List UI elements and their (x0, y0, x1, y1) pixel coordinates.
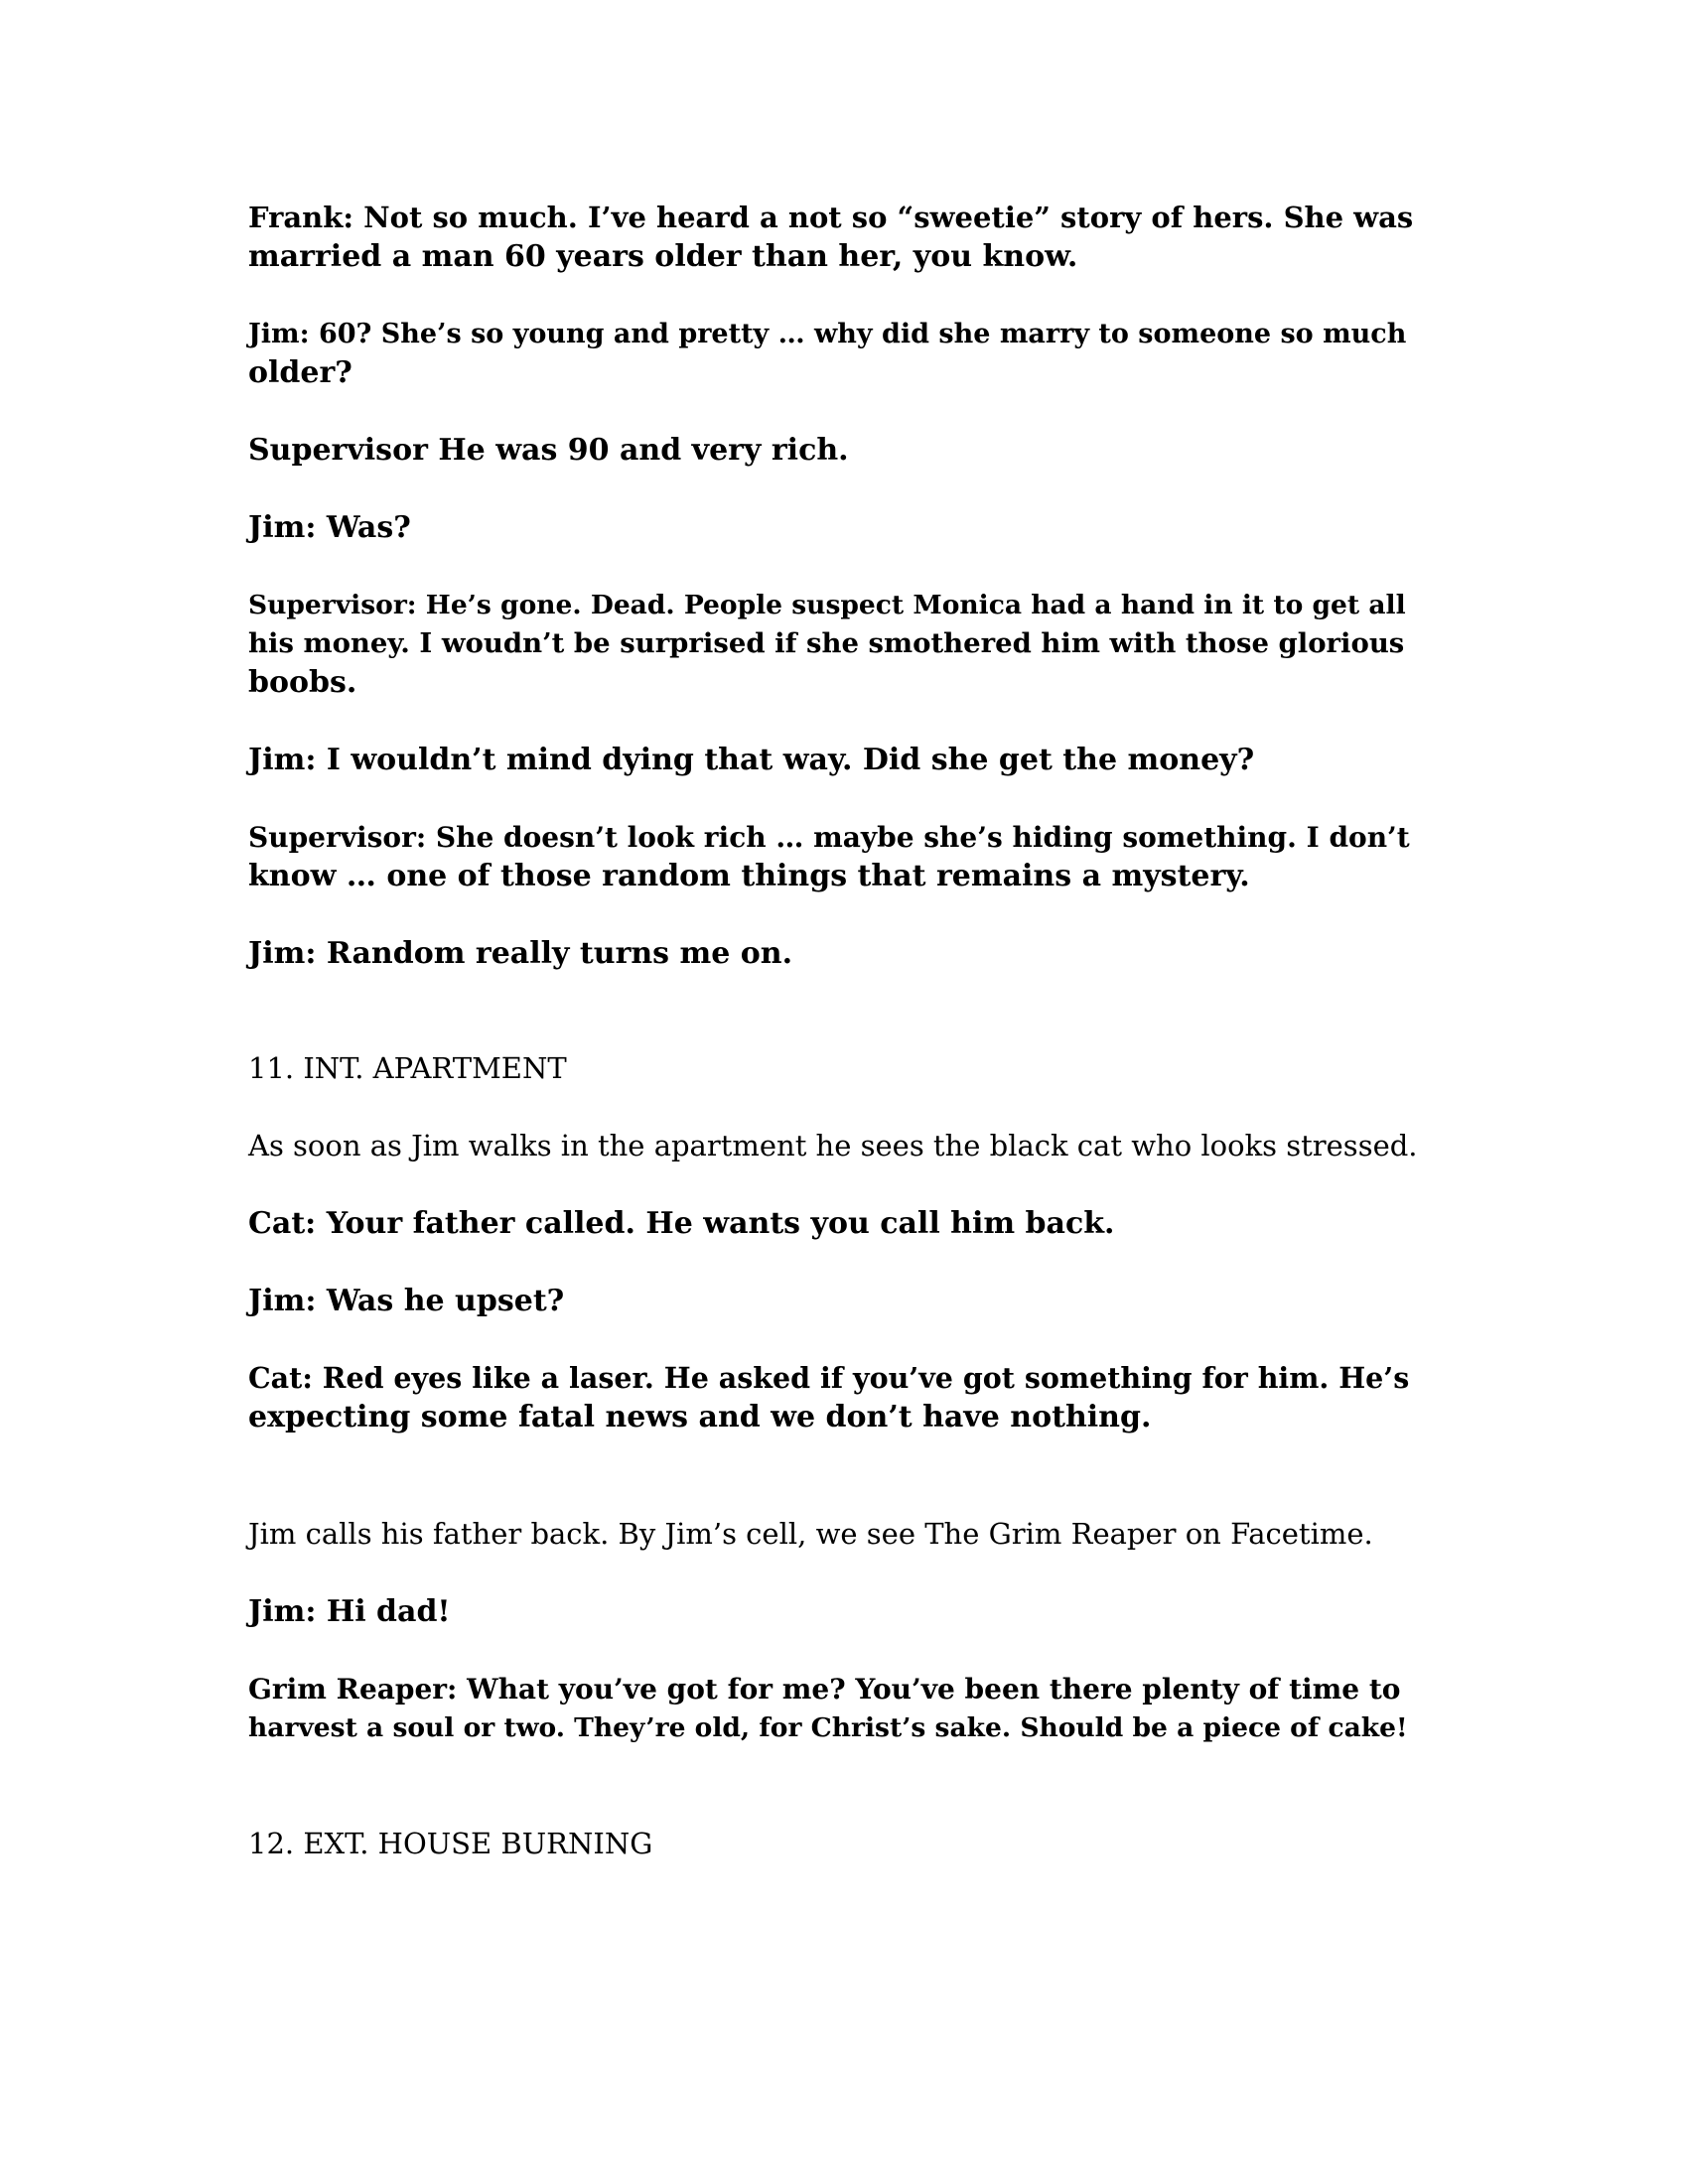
dialogue-cat-laser-1: Cat: Red eyes like a laser. He asked if you’ve got something for him. He’s (248, 1361, 1410, 1395)
dialogue-supervisor-line-1: Supervisor: He’s gone. Dead. People suspect Monica had a hand in it to get all (248, 590, 1406, 620)
dialogue-jim-hi-dad: Jim: Hi dad! (248, 1594, 451, 1629)
dialogue-supervisor-line-2: his money. I woudn’t be surprised if she smothered him with those glorious (248, 627, 1405, 659)
dialogue-jim-line-2: older? (248, 355, 352, 390)
dialogue-jim-upset: Jim: Was he upset? (248, 1284, 565, 1318)
action-line-facetime: Jim calls his father back. By Jim’s cell, we see The Grim Reaper on Facetime. (248, 1517, 1373, 1551)
dialogue-cat-called: Cat: Your father called. He wants you call him back. (248, 1206, 1115, 1241)
dialogue-cat-laser-2: expecting some fatal news and we don’t have nothing. (248, 1400, 1152, 1434)
action-line-cat: As soon as Jim walks in the apartment he sees the black cat who looks stressed. (248, 1129, 1418, 1162)
scene-heading-11: 11. INT. APARTMENT (248, 1051, 567, 1085)
dialogue-frank-line-1: Frank: Not so much. I’ve heard a not so “sweetie” story of hers. She was (248, 201, 1414, 234)
dialogue-grim-reaper-1: Grim Reaper: What you’ve got for me? You’ve been there plenty of time to (248, 1673, 1401, 1706)
scene-heading-12: 12. EXT. HOUSE BURNING (248, 1827, 653, 1860)
dialogue-jim-random: Jim: Random really turns me on. (248, 936, 793, 971)
dialogue-supervisor: Supervisor He was 90 and very rich. (248, 433, 849, 468)
dialogue-frank-line-2: married a man 60 years older than her, you know. (248, 239, 1078, 274)
dialogue-jim-dying: Jim: I wouldn’t mind dying that way. Did she get the money? (248, 743, 1255, 777)
dialogue-grim-reaper-2: harvest a soul or two. They’re old, for Christ’s sake. Should be a piece of cake! (248, 1712, 1408, 1743)
dialogue-supervisor-rich-2: know … one of those random things that remains a mystery. (248, 859, 1250, 893)
dialogue-jim-was: Jim: Was? (248, 510, 411, 545)
dialogue-supervisor-rich-1: Supervisor: She doesn’t look rich … maybe she’s hiding something. I don’t (248, 821, 1410, 854)
dialogue-supervisor-line-3: boobs. (248, 665, 357, 700)
dialogue-jim-line-1: Jim: 60? She’s so young and pretty … why did she marry to someone so much (248, 319, 1407, 349)
